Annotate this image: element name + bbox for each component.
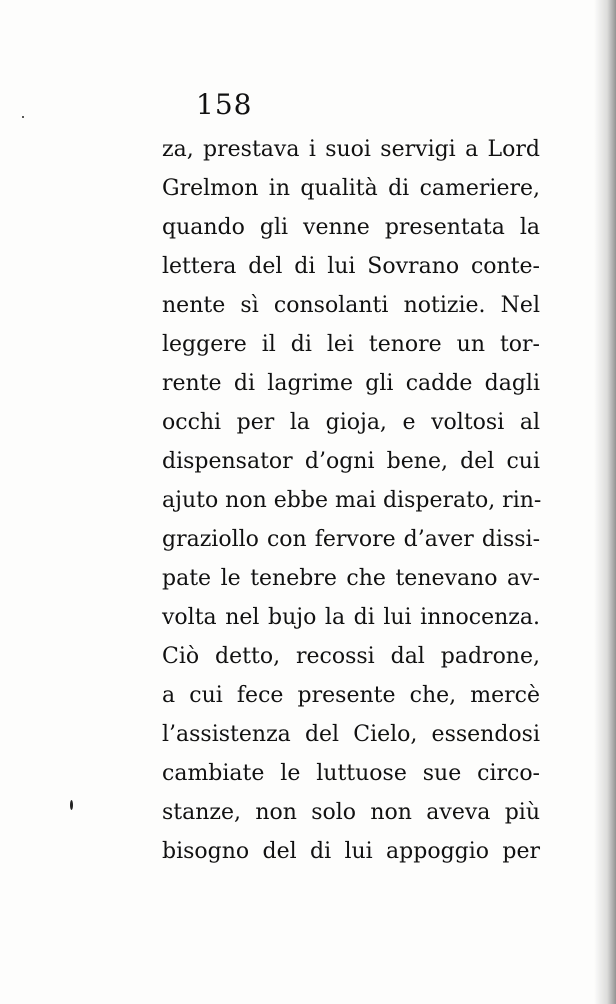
text-line: l’assistenza del Cielo, essendosi [162, 722, 540, 747]
text-line: Grelmon in qualità di cameriere, [162, 176, 540, 201]
body-text [162, 130, 540, 871]
text-line: stanze, non solo non aveva più [162, 800, 540, 825]
page-number: 158 [196, 88, 253, 121]
page-edge-shadow [594, 0, 616, 1004]
text-line: lettera del di lui Sovrano conte- [162, 254, 540, 279]
text-line: ajuto non ebbe mai disperato, rin- [162, 488, 542, 513]
text-line: occhi per la gioja, e voltosi al [162, 410, 540, 435]
text-line: dispensator d’ogni bene, del cui [162, 449, 540, 474]
text-line: nente sì consolanti notizie. Nel [162, 293, 540, 318]
text-line: graziollo con fervore d’aver dissi- [162, 527, 540, 552]
text-line: quando gli venne presentata la [162, 215, 540, 240]
text-line: pate le tenebre che tenevano av- [162, 566, 540, 591]
text-line: leggere il di lei tenore un tor- [162, 332, 540, 357]
text-line: za, prestava i suoi servigi a Lord [162, 137, 540, 162]
ink-speck [22, 116, 24, 118]
text-line: a cui fece presente che, mercè [162, 683, 540, 708]
text-line: rente di lagrime gli cadde dagli [162, 371, 540, 396]
ink-speck [70, 800, 73, 810]
text-line: bisogno del di lui appoggio per [162, 839, 540, 864]
text-line: volta nel bujo la di lui innocenza. [162, 605, 540, 630]
text-line: cambiate le luttuose sue circo- [162, 761, 540, 786]
text-line: Ciò detto, recossi dal padrone, [162, 644, 540, 669]
